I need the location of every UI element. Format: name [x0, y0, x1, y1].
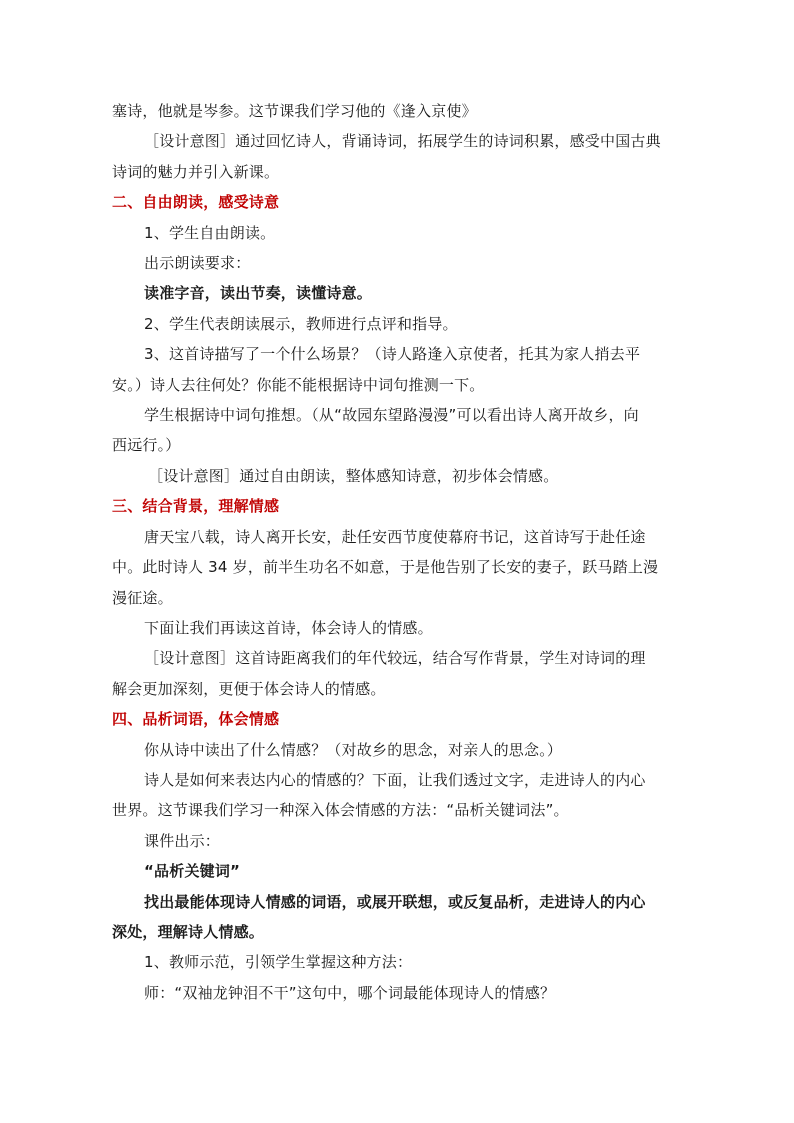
paragraph-line: 下面让我们再读这首诗，体会诗人的情感。	[144, 618, 433, 637]
emphasis-line: 深处，理解诗人情感。	[112, 922, 265, 941]
emphasis-line: 读准字音，读出节奏，读懂诗意。	[144, 284, 373, 303]
paragraph-line: 唐天宝八载，诗人离开长安，赴任安西节度使幕府书记，这首诗写于赴任途	[144, 527, 646, 546]
paragraph-line: 1、学生自由朗读。	[144, 223, 276, 242]
paragraph-line: 师：“双袖龙钟泪不干”这句中，哪个词最能体现诗人的情感？	[144, 983, 556, 1002]
paragraph-line: 世界。这节课我们学习一种深入体会情感的方法：“品析关键词法”。	[112, 801, 569, 820]
section-heading: 四、品析词语，体会情感	[112, 710, 280, 729]
document-page	[112, 96, 684, 1008]
paragraph-line: 你从诗中读出了什么情感？（对故乡的思念，对亲人的思念。）	[144, 740, 563, 759]
paragraph-line: 2、学生代表朗读展示，教师进行点评和指导。	[144, 314, 458, 333]
emphasis-line: 找出最能体现诗人情感的词语，或展开联想，或反复品析，走进诗人的内心	[144, 892, 646, 911]
paragraph-line: 学生根据诗中词句推想。（从“故园东望路漫漫”可以看出诗人离开故乡，向	[144, 406, 639, 425]
paragraph-line: 解会更加深刻，更便于体会诗人的情感。	[112, 679, 386, 698]
paragraph-line: 诗人是如何来表达内心的情感的？下面，让我们透过文字，走进诗人的内心	[144, 770, 646, 789]
paragraph-line: 安。）诗人去往何处？你能不能根据诗中词句推测一下。	[112, 375, 485, 394]
emphasis-line: “品析关键词”	[144, 862, 241, 881]
paragraph-line: 课件出示：	[144, 831, 221, 850]
paragraph-line: 塞诗，他就是岑参。这节课我们学习他的《逢入京使》	[112, 102, 477, 120]
section-heading: 三、结合背景，理解情感	[112, 497, 280, 516]
paragraph-line: 西远行。）	[112, 436, 181, 455]
paragraph-line: 漫征途。	[112, 588, 173, 607]
paragraph-line: 1、教师示范，引领学生掌握这种方法：	[144, 953, 413, 972]
paragraph-line: ［设计意图］这首诗距离我们的年代较远，结合写作背景，学生对诗词的理	[144, 649, 646, 668]
paragraph-line: 诗词的魅力并引入新课。	[112, 162, 280, 181]
paragraph-line: ［设计意图］通过回忆诗人，背诵诗词，拓展学生的诗词积累，感受中国古典	[144, 132, 661, 151]
paragraph-line: 3、这首诗描写了一个什么场景？（诗人路逢入京使者，托其为家人捎去平	[144, 345, 641, 364]
paragraph-line: 中。此时诗人 34 岁，前半生功名不如意，于是他告别了长安的妻子，跃马踏上漫	[112, 558, 659, 577]
paragraph-line: 出示朗读要求：	[144, 254, 251, 273]
section-heading: 二、自由朗读，感受诗意	[112, 193, 280, 212]
paragraph-line: ［设计意图］通过自由朗读，整体感知诗意，初步体会情感。	[148, 466, 559, 485]
